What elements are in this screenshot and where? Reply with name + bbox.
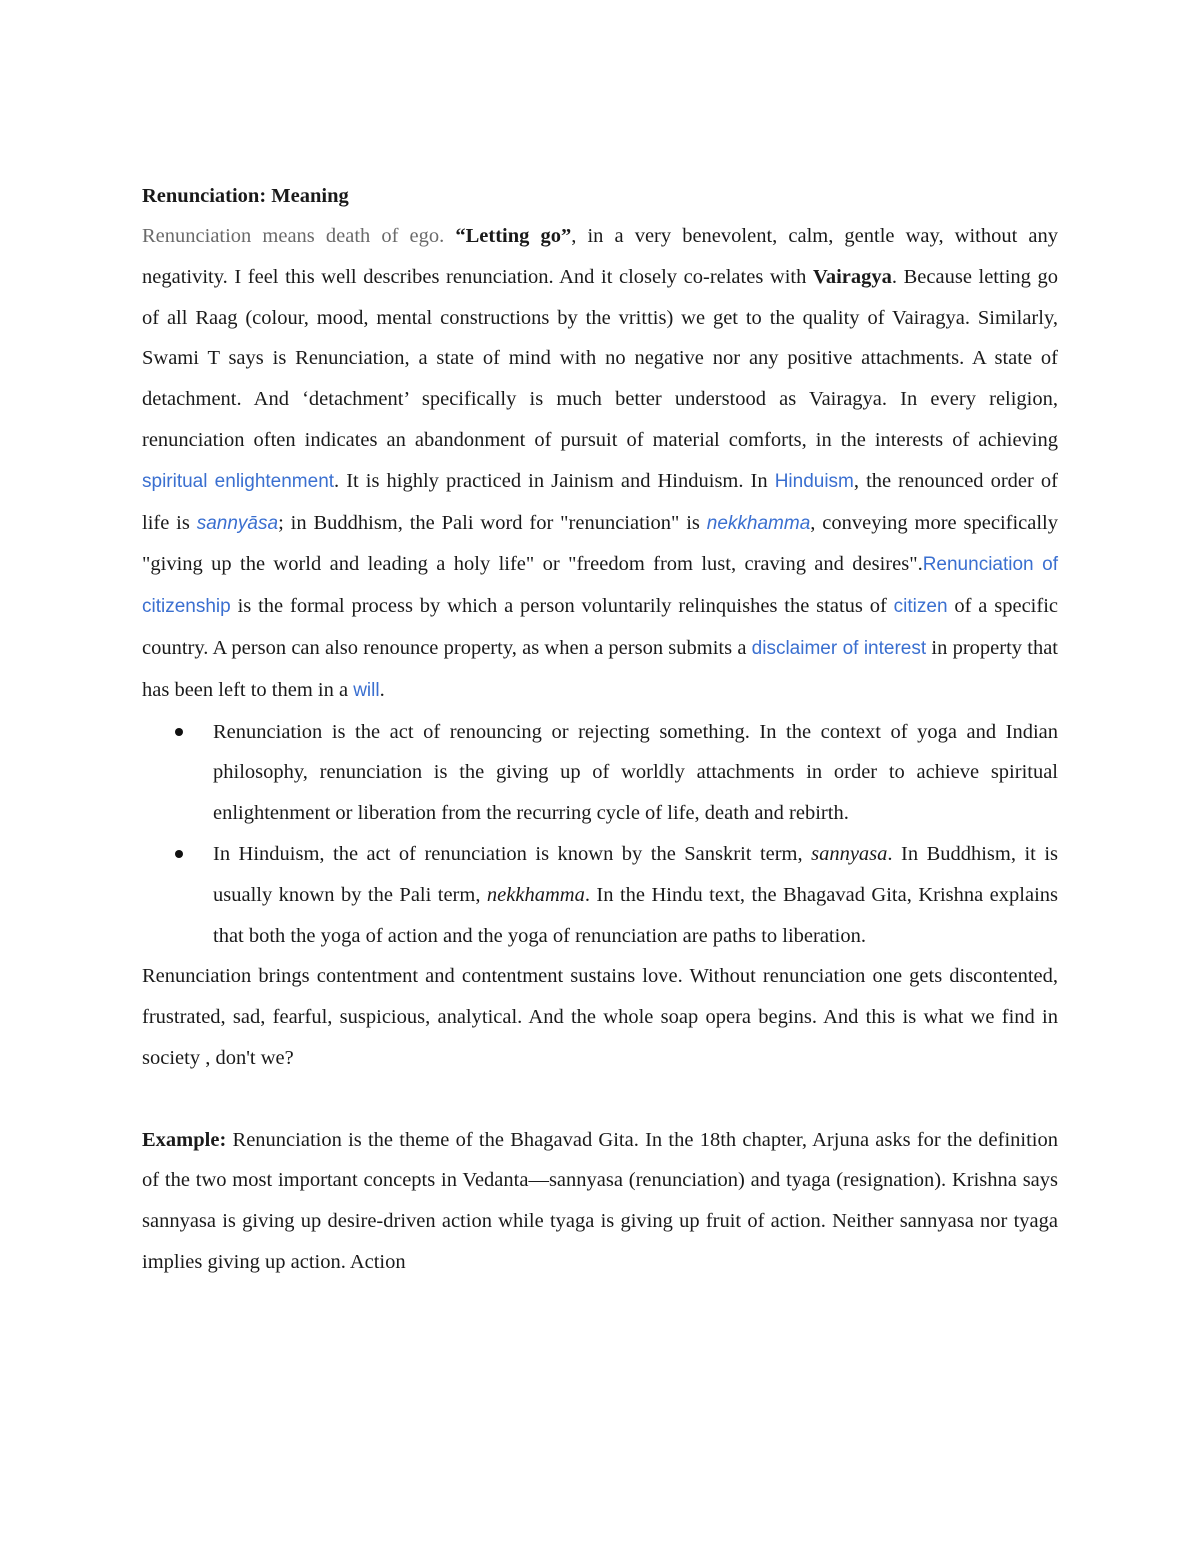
list-item	[142, 834, 1058, 956]
paragraph-example	[142, 1120, 1058, 1283]
text-run: .	[379, 678, 385, 701]
bullet-icon	[175, 728, 183, 736]
paragraph-meaning	[142, 216, 1058, 712]
text-run: . In the Hindu text, the Bhagavad Gita, Krishna explains that both the yoga of action and the yoga of renunciation are paths to liberation.	[213, 883, 1058, 947]
text-run: , in a very benevolent, calm, gentle way, without any negativity. I feel this well describes renunciation. And it closely co-relates with	[142, 225, 1058, 288]
link-spiritual-enlightenment[interactable]: spiritual enlightenment	[142, 470, 335, 492]
paragraph-spacer	[142, 1079, 1058, 1120]
link-will[interactable]: will	[353, 679, 380, 701]
list-item-text: Renunciation is the act of renouncing or rejecting something. In the context of yoga and Indian philosophy, renunciation is the giving up of worldly attachments in order to achieve spiritual enlightenment or liberation from the recurring cycle of life, death and rebirth.	[213, 720, 1058, 825]
document-page	[142, 176, 1058, 1283]
text-run: Renunciation is the theme of the Bhagavad Gita. In the 18th chapter, Arjuna asks for the definition of the two most important concepts in Vedanta—sannyasa (renunciation) and tyaga (resignation). Krishna says sannyasa is giving up desire-driven action while tyaga is giving up fruit of action. Neither sannyasa nor tyaga implies giving up action. Action	[142, 1128, 1058, 1273]
text-run: In Hinduism, the act of renunciation is known by the Sanskrit term,	[213, 842, 812, 865]
link-sannyasa[interactable]: sannyāsa	[196, 512, 279, 534]
text-run: . It is highly practiced in Jainism and Hinduism. In	[334, 469, 775, 492]
italic-term: nekkhamma	[486, 883, 585, 906]
bold-text: “Letting go”	[455, 225, 572, 247]
text-run: . Because letting go of all Raag (colour, mood, mental constructions by the vrittis) we get to the quality of Vairagya. Similarly, Swami T says is Renunciation, a state of mind with no negative nor any positive attachments. A state of detachment. And ‘detachment’ specifically is much better understood as Vairagya. In every religion, renunciation often indicates an abandonment of pursuit of material comforts, in the interests of achieving	[142, 265, 1058, 451]
bullet-icon	[175, 850, 183, 858]
link-renunciation-of-citizenship[interactable]: Renunciation of citizenship	[142, 554, 1058, 618]
link-disclaimer-of-interest[interactable]: disclaimer of interest	[751, 637, 927, 659]
link-nekkhamma[interactable]: nekkhamma	[706, 512, 811, 534]
bullet-list	[142, 712, 1058, 957]
italic-term: sannyasa	[811, 842, 888, 865]
paragraph-contentment: Renunciation brings contentment and contentment sustains love. Without renunciation one gets discontented, frustrated, sad, fearful, suspicious, analytical. And the whole soap opera begins. And this is what we find in society , don't we?	[142, 965, 1058, 1069]
document-heading: Renunciation: Meaning	[142, 185, 349, 207]
text-run: is the formal process by which a person voluntarily relinquishes the status of	[230, 595, 894, 618]
link-citizen[interactable]: citizen	[893, 596, 948, 618]
example-label: Example:	[142, 1128, 227, 1151]
text-run: Renunciation means death of ego.	[142, 225, 456, 247]
text-run: , conveying more specifically "giving up the world and leading a holy life" or "freedom from lust, craving and desires".	[142, 511, 1059, 576]
text-run: , the renounced order of life is	[142, 469, 1058, 534]
list-item	[142, 712, 1058, 834]
text-run: ; in Buddhism, the Pali word for "renunciation" is	[278, 511, 707, 534]
text-run: of a specific country. A person can also renounce property, as when a person submits a	[142, 595, 1058, 659]
link-hinduism[interactable]: Hinduism	[774, 470, 854, 492]
text-run: . In Buddhism, it is usually known by the Pali term,	[213, 842, 1058, 906]
text-run: in property that has been left to them in a	[142, 636, 1058, 701]
bold-text: Vairagya	[812, 265, 892, 288]
